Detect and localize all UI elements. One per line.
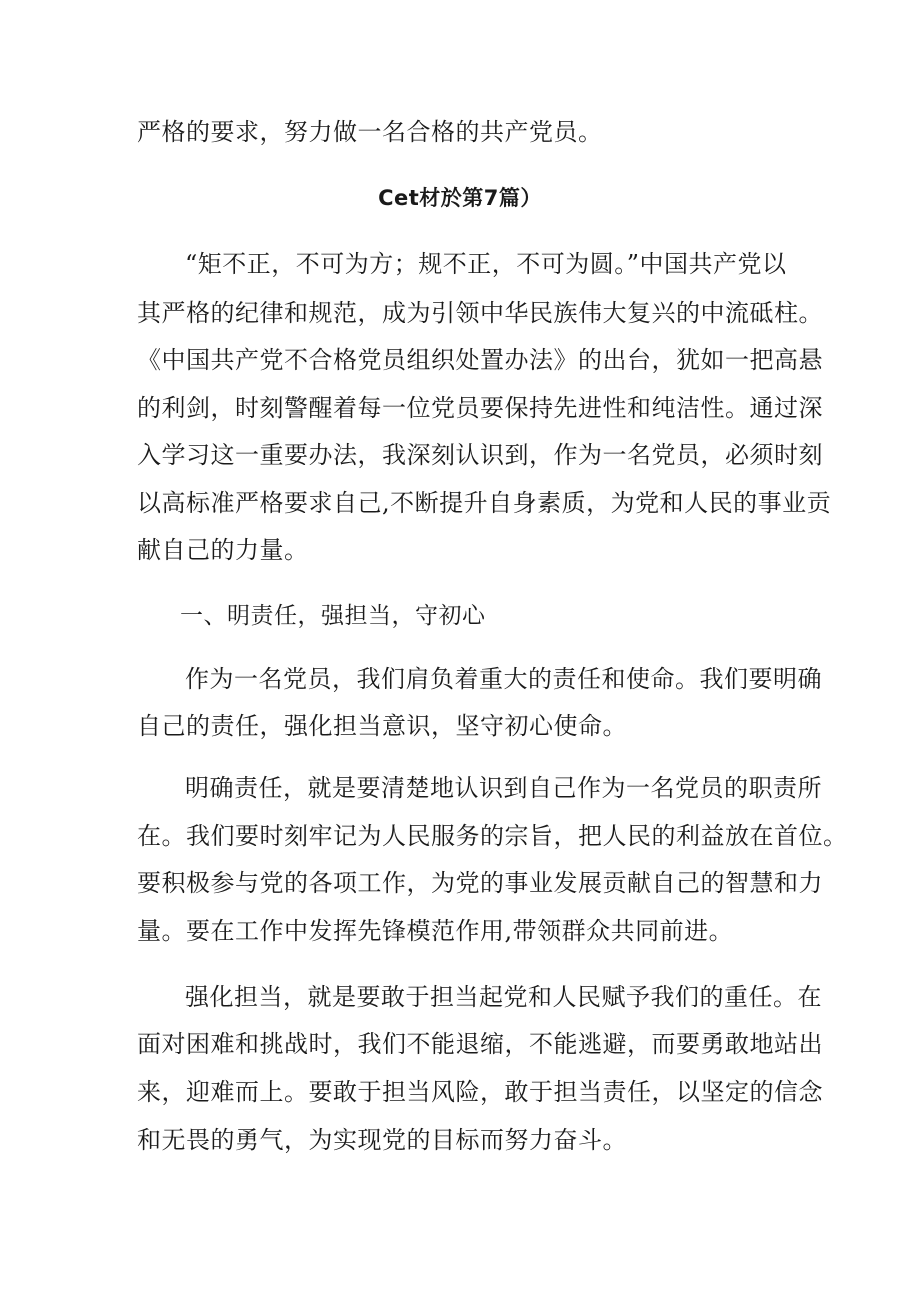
paragraph-line: 要积极参与党的各项工作，为党的事业发展贡献自己的智慧和力 [137,869,823,897]
paragraph-line: 来，迎难而上。要敢于担当风险，敢于担当责任，以坚定的信念 [137,1078,823,1106]
paragraph-line: 和无畏的勇气，为实现党的目标而努力奋斗。 [137,1126,627,1154]
paragraph-line: 入学习这一重要办法，我深刻认识到，作为一名党员，必须时刻 [137,441,823,469]
paragraph-line: 严格的要求，努力做一名合格的共产党员。 [137,118,603,146]
paragraph-line: 明确责任，就是要清楚地认识到自己作为一名党员的职责所 [185,774,822,802]
paragraph-line: 献自己的力量。 [137,536,309,564]
section-title: Cet材於第7篇） [378,186,542,210]
section-heading: 一、明责任，强担当，守初心 [180,603,486,629]
paragraph-line: “矩不正，不可为方；规不正，不可为圆。”中国共产党以 [185,250,787,278]
paragraph-line: 在。我们要时刻牢记为人民服务的宗旨，把人民的利益放在首位。 [137,822,848,850]
paragraph-line: 《中国共产党不合格党员组织处置办法》的出台，犹如一把高悬 [137,346,823,374]
paragraph-line: 自己的责任，强化担当意识，坚守初心使命。 [137,712,627,740]
paragraph-line: 以高标准严格要求自己,不断提升自身素质，为党和人民的事业贡 [137,489,832,517]
paragraph-line: 作为一名党员，我们肩负着重大的责任和使命。我们要明确 [185,665,822,693]
paragraph-line: 强化担当，就是要敢于担当起党和人民赋予我们的重任。在 [185,983,822,1011]
paragraph-line: 其严格的纪律和规范，成为引领中华民族伟大复兴的中流砥柱。 [137,299,823,327]
paragraph-line: 面对困难和挑战时，我们不能退缩，不能逃避，而要勇敢地站出 [137,1030,823,1058]
paragraph-line: 的利剑，时刻警醒着每一位党员要保持先进性和纯洁性。通过深 [137,394,823,422]
paragraph-line: 量。要在工作中发挥先锋模范作用,带领群众共同前进。 [137,917,734,945]
